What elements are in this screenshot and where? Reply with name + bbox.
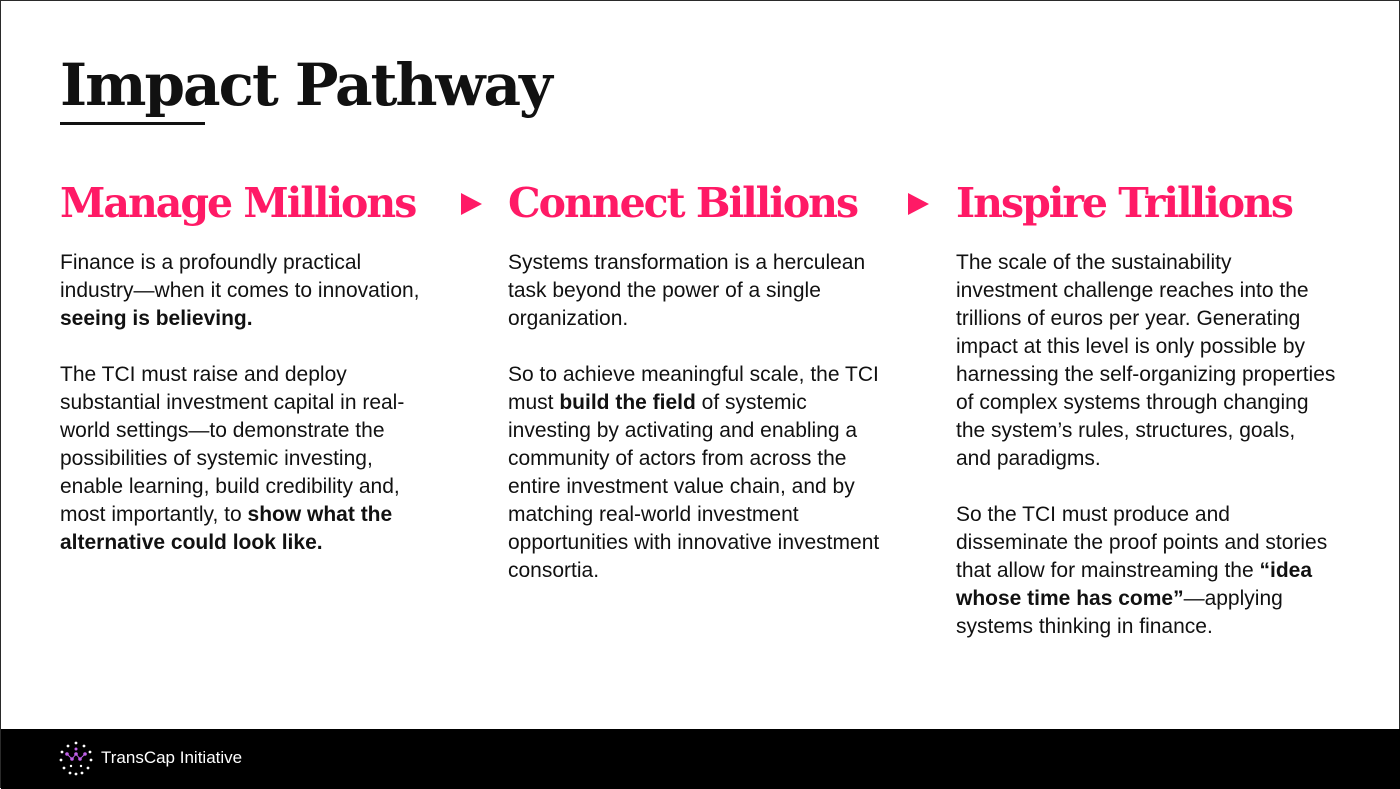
play-triangle-icon: [461, 193, 482, 215]
paragraph: [60, 249, 440, 333]
body-text: —applying systems thinking in finance.: [956, 587, 1283, 638]
paragraph: [508, 361, 888, 585]
body-text: The TCI must raise and deploy substantial investment capital in real-world settings—to demonstrate the possibilities of systemic investing, enable learning, build credibility and, most importantly, to: [60, 363, 405, 526]
paragraph: [508, 249, 888, 333]
column-body: [956, 249, 1336, 641]
body-text: Systems transformation is a herculean task beyond the power of a single organization.: [508, 251, 866, 330]
paragraph: [60, 361, 440, 557]
emphasis-text: build the field: [559, 391, 696, 414]
transcap-dots-logo-icon: [58, 740, 94, 776]
emphasis-text: show what the alternative could look like.: [60, 503, 393, 554]
body-text: So the TCI must produce and disseminate the proof points and stories that allow for mainstreaming the: [956, 503, 1328, 582]
body-text: The scale of the sustainability investment challenge reaches into the trillions of euros per year. Generating impact at this level is only possible by harnessing the self-organizing properties of complex systems through changing the system’s rules, structures, goals, and paradigms.: [956, 251, 1336, 470]
emphasis-text: seeing is believing.: [60, 307, 253, 330]
body-text: So to achieve meaningful scale, the TCI must: [508, 363, 879, 414]
title-underline: [60, 122, 205, 125]
column-manage-millions: [60, 173, 440, 585]
page-title: Impact Pathway: [60, 51, 551, 119]
column-connect-billions: [508, 173, 888, 613]
column-heading: Inspire Trillions: [956, 179, 1292, 227]
column-heading: Connect Billions: [508, 179, 858, 227]
paragraph: [956, 249, 1336, 473]
brand-name: TransCap Initiative: [101, 748, 243, 767]
column-heading: Manage Millions: [60, 179, 416, 227]
column-body: [60, 249, 440, 557]
body-text: of systemic investing by activating and enabling a community of actors from across the entire investment value chain, and by matching real-world investment opportunities with innovative investment consortia.: [508, 391, 880, 582]
column-inspire-trillions: [956, 173, 1336, 669]
emphasis-text: “idea whose time has come”: [956, 559, 1313, 610]
body-text: Finance is a profoundly practical industry—when it comes to innovation,: [60, 251, 420, 302]
footer-bar: [1, 729, 1400, 789]
play-triangle-icon: [908, 193, 929, 215]
column-body: [508, 249, 888, 585]
paragraph: [956, 501, 1336, 641]
